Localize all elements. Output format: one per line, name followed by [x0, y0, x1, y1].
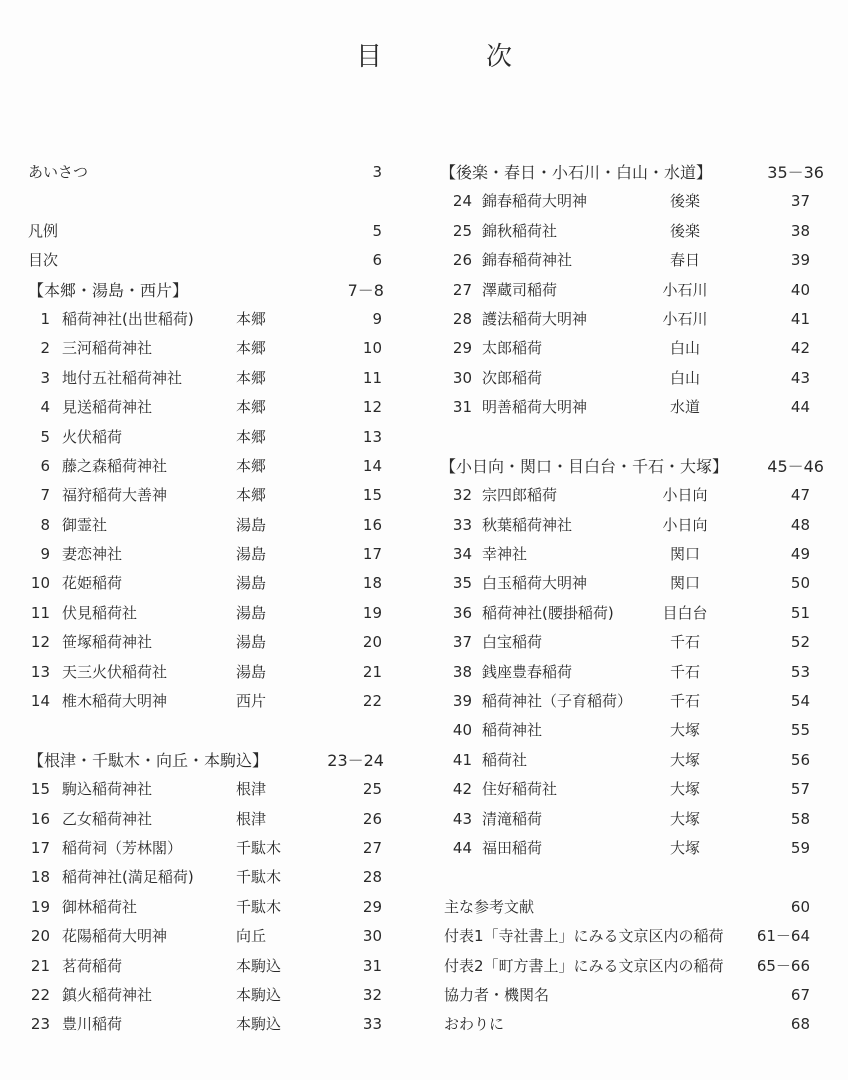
toc-item-label: 凡例: [28, 221, 59, 240]
shrine-location: 湯島: [236, 515, 267, 534]
entry-page: 10: [362, 339, 382, 358]
shrine-name: 火伏稲荷: [62, 427, 123, 446]
spacer: [430, 863, 848, 892]
shrine-name: 乙女稲荷神社: [62, 809, 153, 828]
entry-page: 29: [362, 897, 382, 916]
entry-page: 33: [362, 1015, 382, 1034]
shrine-entry: [0, 775, 420, 804]
toc-item: [430, 952, 848, 981]
shrine-name: 白玉稲荷大明神: [482, 574, 588, 593]
shrine-location: 千石: [669, 633, 700, 652]
section-heading: [430, 452, 848, 481]
shrine-name: 次郎稲荷: [482, 368, 543, 387]
entry-number: 20: [30, 927, 50, 946]
shrine-entry: [430, 687, 848, 716]
shrine-entry: [0, 981, 420, 1010]
entry-page: 53: [790, 662, 810, 681]
toc-item-page: 5: [372, 221, 382, 240]
toc-item-page: 68: [790, 1015, 810, 1034]
shrine-location: 本郷: [236, 398, 267, 417]
entry-page: 41: [790, 309, 810, 328]
section-title: 【本郷・湯島・西片】: [28, 280, 189, 300]
entry-number: 41: [452, 750, 472, 769]
page-title: [0, 36, 848, 70]
shrine-location: 白山: [669, 339, 700, 358]
toc-item-page: 60: [790, 897, 810, 916]
shrine-name: 花陽稲荷大明神: [62, 927, 168, 946]
entry-number: 10: [30, 574, 50, 593]
shrine-location: 湯島: [236, 603, 267, 622]
entry-number: 1: [40, 309, 50, 328]
entry-number: 35: [452, 574, 472, 593]
shrine-location: 千石: [669, 692, 700, 711]
section-heading: [0, 276, 420, 305]
shrine-entry: [0, 863, 420, 892]
toc-item: [0, 158, 420, 187]
entry-page: 19: [362, 603, 382, 622]
shrine-location: 春日: [669, 251, 700, 270]
shrine-entry: [0, 305, 420, 334]
shrine-name: 妻恋神社: [62, 545, 123, 564]
entry-number: 33: [452, 515, 472, 534]
shrine-entry: [430, 716, 848, 745]
shrine-name: 太郎稲荷: [482, 339, 543, 358]
shrine-location: 根津: [236, 809, 267, 828]
entry-page: 42: [790, 339, 810, 358]
shrine-location: 大塚: [669, 809, 700, 828]
toc-item-label: 付表2「町方書上」にみる文京区内の稲荷: [444, 956, 724, 975]
shrine-location: 本郷: [236, 486, 267, 505]
shrine-location: 大塚: [669, 838, 700, 857]
entry-number: 29: [452, 339, 472, 358]
shrine-entry: [0, 834, 420, 863]
title-char-left: 目: [356, 42, 383, 72]
entry-page: 48: [790, 515, 810, 534]
entry-number: 24: [452, 192, 472, 211]
toc-item-label: 主な参考文献: [444, 897, 535, 916]
shrine-location: 後楽: [669, 192, 700, 211]
shrine-location: 湯島: [236, 662, 267, 681]
entry-page: 57: [790, 780, 810, 799]
shrine-name: 錦春稲荷神社: [482, 251, 573, 270]
entry-number: 23: [30, 1015, 50, 1034]
shrine-name: 伏見稲荷社: [62, 603, 138, 622]
toc-item-page: 6: [372, 251, 382, 270]
entry-page: 55: [790, 721, 810, 740]
shrine-entry: [430, 246, 848, 275]
toc-item-page: 3: [372, 163, 382, 181]
shrine-name: 住好稲荷社: [482, 780, 558, 799]
shrine-entry: [0, 364, 420, 393]
shrine-name: 福田稲荷: [482, 838, 543, 857]
toc-item-label: おわりに: [444, 1015, 505, 1034]
entry-number: 28: [452, 309, 472, 328]
entry-page: 11: [362, 368, 382, 387]
entry-number: 17: [30, 838, 50, 857]
shrine-entry: [430, 599, 848, 628]
entry-page: 40: [790, 280, 810, 299]
spacer: [430, 423, 848, 452]
entry-page: 54: [790, 692, 810, 711]
entry-page: 38: [790, 221, 810, 240]
entry-number: 9: [40, 545, 50, 564]
shrine-location: 小日向: [662, 486, 708, 505]
entry-page: 18: [362, 574, 382, 593]
entry-number: 14: [30, 692, 50, 711]
section-page-range: 23－24: [327, 750, 384, 770]
shrine-name: 秋葉稲荷神社: [482, 515, 573, 534]
entry-page: 32: [362, 985, 382, 1004]
shrine-entry: [430, 364, 848, 393]
toc-item: [430, 893, 848, 922]
shrine-name: 稲荷社: [482, 750, 528, 769]
shrine-name: 稲荷神社(出世稲荷): [62, 309, 194, 328]
shrine-name: 稲荷祠（芳林閣）: [62, 838, 183, 857]
shrine-location: 水道: [669, 398, 700, 417]
entry-page: 58: [790, 809, 810, 828]
shrine-name: 清滝稲荷: [482, 809, 543, 828]
entry-number: 15: [30, 780, 50, 799]
shrine-entry: [0, 540, 420, 569]
toc-item-page: 65－66: [756, 956, 810, 975]
entry-number: 19: [30, 897, 50, 916]
shrine-entry: [0, 423, 420, 452]
entry-page: 27: [362, 838, 382, 857]
shrine-entry: [430, 187, 848, 216]
shrine-name: 銭座豊春稲荷: [482, 662, 573, 681]
shrine-location: 千駄木: [236, 838, 282, 857]
entry-page: 39: [790, 251, 810, 270]
entry-page: 43: [790, 368, 810, 387]
shrine-entry: [0, 481, 420, 510]
section-page-range: 35－36: [767, 163, 824, 182]
entry-page: 37: [790, 192, 810, 211]
shrine-location: 根津: [236, 780, 267, 799]
shrine-name: 地付五社稲荷神社: [62, 368, 183, 387]
shrine-entry: [0, 687, 420, 716]
shrine-entry: [430, 305, 848, 334]
entry-page: 12: [362, 398, 382, 417]
toc-item: [0, 217, 420, 246]
shrine-location: 湯島: [236, 633, 267, 652]
shrine-location: 大塚: [669, 721, 700, 740]
entry-number: 30: [452, 368, 472, 387]
shrine-location: 本駒込: [236, 1015, 282, 1034]
section-page-range: 45－46: [767, 456, 824, 476]
shrine-entry: [0, 334, 420, 363]
entry-number: 16: [30, 809, 50, 828]
shrine-name: 明善稲荷大明神: [482, 398, 588, 417]
shrine-location: 千石: [669, 662, 700, 681]
shrine-name: 福狩稲荷大善神: [62, 486, 168, 505]
shrine-entry: [0, 893, 420, 922]
shrine-location: 本郷: [236, 309, 267, 328]
entry-number: 36: [452, 603, 472, 622]
shrine-entry: [430, 276, 848, 305]
shrine-name: 錦秋稲荷社: [482, 221, 558, 240]
shrine-location: 本郷: [236, 368, 267, 387]
shrine-entry: [0, 452, 420, 481]
entry-number: 21: [30, 956, 50, 975]
entry-number: 31: [452, 398, 472, 417]
title-char-right: 次: [486, 42, 513, 72]
toc-item-label: 付表1「寺社書上」にみる文京区内の稲荷: [444, 927, 724, 946]
shrine-name: 笹塚稲荷神社: [62, 633, 153, 652]
shrine-entry: [430, 805, 848, 834]
section-title: 【後楽・春日・小石川・白山・水道】: [440, 163, 713, 182]
shrine-entry: [0, 628, 420, 657]
shrine-name: 稲荷神社(満足稲荷): [62, 868, 194, 887]
entry-number: 43: [452, 809, 472, 828]
shrine-location: 西片: [236, 692, 267, 711]
entry-number: 34: [452, 545, 472, 564]
shrine-entry: [0, 393, 420, 422]
entry-number: 26: [452, 251, 472, 270]
shrine-entry: [430, 540, 848, 569]
shrine-entry: [430, 775, 848, 804]
shrine-location: 湯島: [236, 574, 267, 593]
entry-page: 21: [362, 662, 382, 681]
entry-number: 4: [40, 398, 50, 417]
section-title: 【小日向・関口・目白台・千石・大塚】: [440, 456, 729, 476]
section-title: 【根津・千駄木・向丘・本駒込】: [28, 750, 269, 770]
shrine-name: 三河稲荷神社: [62, 339, 153, 358]
shrine-entry: [0, 922, 420, 951]
entry-number: 25: [452, 221, 472, 240]
shrine-name: 駒込稲荷神社: [62, 780, 153, 799]
shrine-name: 椎木稲荷大明神: [62, 692, 168, 711]
toc-item-label: あいさつ: [28, 163, 89, 181]
entry-number: 42: [452, 780, 472, 799]
shrine-name: 稲荷神社(腰掛稲荷): [482, 603, 614, 622]
shrine-location: 関口: [669, 574, 700, 593]
spacer: [0, 716, 420, 745]
shrine-location: 大塚: [669, 780, 700, 799]
shrine-location: 目白台: [662, 603, 708, 622]
shrine-name: 稲荷神社: [482, 721, 543, 740]
shrine-name: 花姫稲荷: [62, 574, 123, 593]
shrine-location: 小石川: [662, 309, 708, 328]
shrine-location: 本郷: [236, 339, 267, 358]
entry-page: 50: [790, 574, 810, 593]
shrine-entry: [430, 746, 848, 775]
entry-page: 22: [362, 692, 382, 711]
entry-page: 15: [362, 486, 382, 505]
shrine-entry: [430, 511, 848, 540]
shrine-name: 護法稲荷大明神: [482, 309, 588, 328]
entry-number: 5: [40, 427, 50, 446]
entry-number: 44: [452, 838, 472, 857]
entry-number: 38: [452, 662, 472, 681]
shrine-name: 錦春稲荷大明神: [482, 192, 588, 211]
toc-left-column: [0, 158, 420, 1040]
toc-item-label: 目次: [28, 251, 59, 270]
shrine-entry: [0, 805, 420, 834]
shrine-name: 白宝稲荷: [482, 633, 543, 652]
shrine-location: 関口: [669, 545, 700, 564]
entry-number: 6: [40, 456, 50, 475]
entry-page: 16: [362, 515, 382, 534]
entry-number: 8: [40, 515, 50, 534]
shrine-entry: [430, 334, 848, 363]
shrine-location: 千駄木: [236, 897, 282, 916]
entry-page: 31: [362, 956, 382, 975]
shrine-name: 澤蔵司稲荷: [482, 280, 558, 299]
entry-number: 18: [30, 868, 50, 887]
entry-page: 28: [362, 868, 382, 887]
shrine-location: 後楽: [669, 221, 700, 240]
entry-number: 13: [30, 662, 50, 681]
shrine-entry: [430, 834, 848, 863]
entry-number: 3: [40, 368, 50, 387]
shrine-name: 藤之森稲荷神社: [62, 456, 168, 475]
entry-page: 47: [790, 486, 810, 505]
entry-page: 20: [362, 633, 382, 652]
entry-number: 32: [452, 486, 472, 505]
entry-page: 44: [790, 398, 810, 417]
toc-item-page: 61－64: [756, 927, 810, 946]
entry-page: 9: [372, 309, 382, 328]
section-heading: [430, 158, 848, 187]
shrine-name: 御林稲荷社: [62, 897, 138, 916]
entry-number: 7: [40, 486, 50, 505]
shrine-name: 茗荷稲荷: [62, 956, 123, 975]
shrine-entry: [0, 599, 420, 628]
shrine-location: 向丘: [236, 927, 267, 946]
entry-page: 30: [362, 927, 382, 946]
entry-page: 26: [362, 809, 382, 828]
entry-page: 17: [362, 545, 382, 564]
shrine-entry: [0, 569, 420, 598]
entry-page: 13: [362, 427, 382, 446]
shrine-entry: [430, 628, 848, 657]
shrine-entry: [430, 217, 848, 246]
entry-page: 14: [362, 456, 382, 475]
shrine-location: 本駒込: [236, 985, 282, 1004]
shrine-location: 小日向: [662, 515, 708, 534]
toc-item: [430, 981, 848, 1010]
shrine-location: 本駒込: [236, 956, 282, 975]
shrine-location: 白山: [669, 368, 700, 387]
shrine-entry: [430, 569, 848, 598]
entry-number: 27: [452, 280, 472, 299]
shrine-name: 御霊社: [62, 515, 108, 534]
shrine-name: 豊川稲荷: [62, 1015, 123, 1034]
entry-page: 56: [790, 750, 810, 769]
shrine-entry: [430, 481, 848, 510]
spacer: [0, 187, 420, 216]
shrine-location: 本郷: [236, 427, 267, 446]
shrine-entry: [430, 393, 848, 422]
entry-page: 52: [790, 633, 810, 652]
shrine-name: 見送稲荷神社: [62, 398, 153, 417]
shrine-name: 天三火伏稲荷社: [62, 662, 168, 681]
toc-item: [430, 1010, 848, 1039]
entry-page: 51: [790, 603, 810, 622]
shrine-name: 宗四郎稲荷: [482, 486, 558, 505]
section-page-range: 7－8: [347, 280, 384, 300]
entry-number: 11: [30, 603, 50, 622]
entry-number: 37: [452, 633, 472, 652]
entry-number: 22: [30, 985, 50, 1004]
entry-number: 12: [30, 633, 50, 652]
entry-page: 25: [362, 780, 382, 799]
shrine-name: 稲荷神社（子育稲荷）: [482, 692, 633, 711]
entry-number: 40: [452, 721, 472, 740]
shrine-location: 湯島: [236, 545, 267, 564]
shrine-name: 幸神社: [482, 545, 528, 564]
toc-right-column: [430, 158, 848, 1040]
shrine-entry: [0, 1010, 420, 1039]
shrine-location: 大塚: [669, 750, 700, 769]
entry-number: 2: [40, 339, 50, 358]
shrine-location: 千駄木: [236, 868, 282, 887]
entry-number: 39: [452, 692, 472, 711]
section-heading: [0, 746, 420, 775]
toc-item-page: 67: [790, 985, 810, 1004]
entry-page: 49: [790, 545, 810, 564]
toc-item-label: 協力者・機関名: [444, 985, 550, 1004]
shrine-entry: [0, 511, 420, 540]
shrine-name: 鎮火稲荷神社: [62, 985, 153, 1004]
shrine-entry: [0, 952, 420, 981]
entry-page: 59: [790, 838, 810, 857]
shrine-entry: [0, 658, 420, 687]
shrine-location: 小石川: [662, 280, 708, 299]
shrine-entry: [430, 658, 848, 687]
toc-item: [0, 246, 420, 275]
shrine-location: 本郷: [236, 456, 267, 475]
toc-item: [430, 922, 848, 951]
